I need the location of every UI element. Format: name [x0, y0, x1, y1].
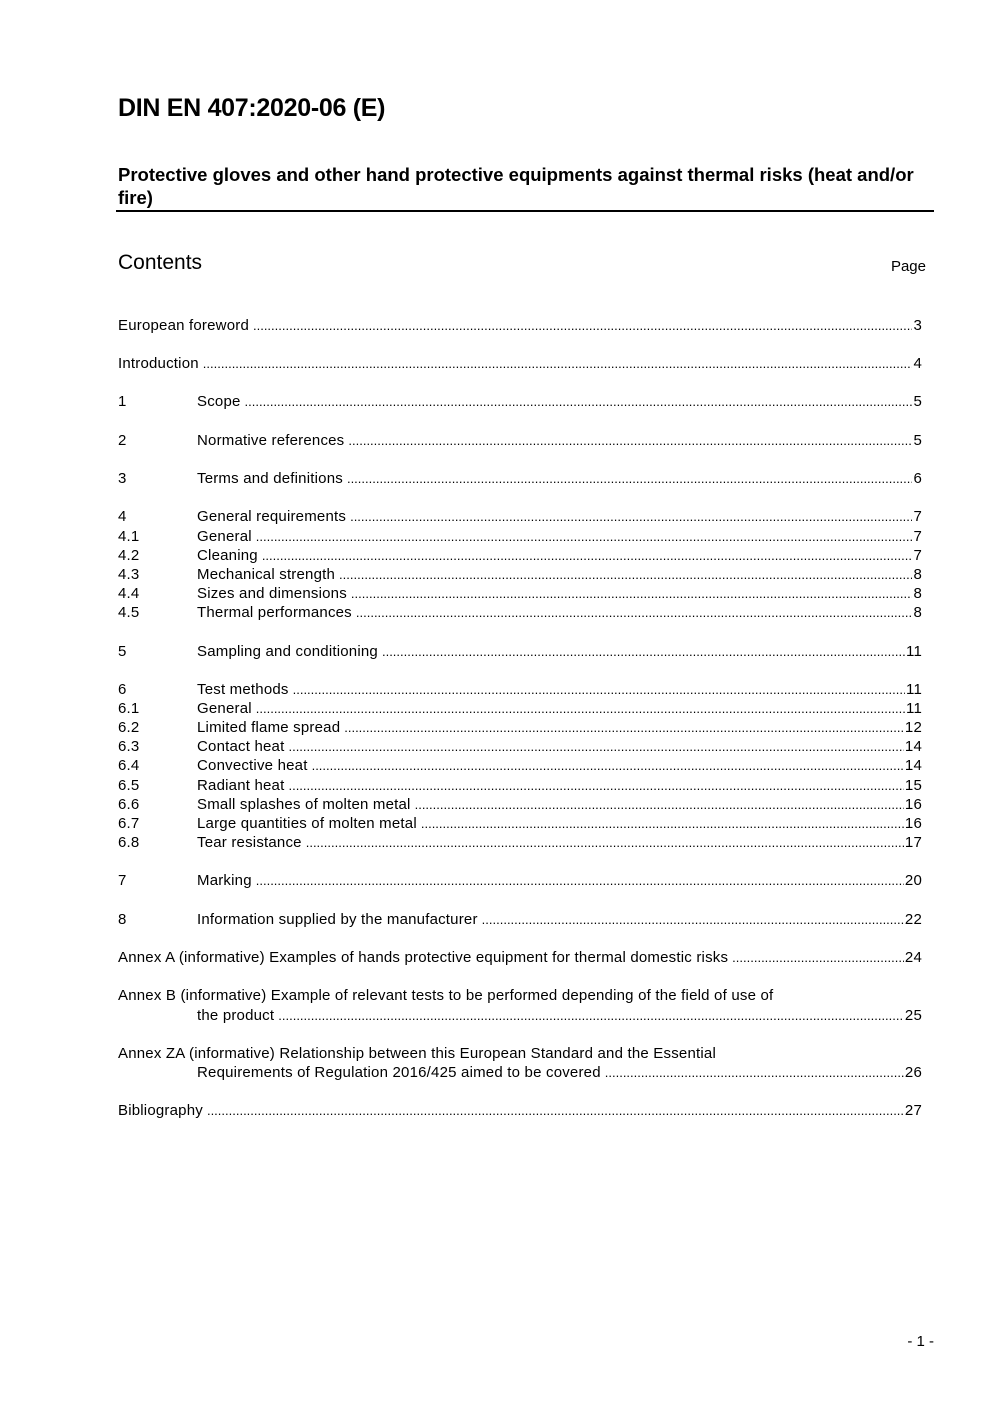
toc-entry-title: Scope: [197, 393, 241, 410]
toc-entry[interactable]: [118, 469, 922, 488]
toc-entry-title: Large quantities of molten metal: [197, 815, 417, 832]
toc-entry-page: 15: [904, 777, 922, 794]
toc-entry[interactable]: [118, 756, 922, 775]
toc-entry-title: Test methods: [197, 681, 289, 698]
toc-entry[interactable]: [118, 833, 922, 852]
toc-entry-page: 11: [906, 643, 922, 660]
toc-entry-title: Limited flame spread: [197, 719, 341, 736]
toc-entry-title: Information supplied by the manufacturer: [197, 911, 478, 928]
page-column-label: Page: [890, 258, 926, 275]
toc-entry-title: Annex A (informative) Examples of hands protective equipment for thermal domestic risks: [118, 949, 729, 966]
toc-entry-page: 7: [913, 528, 922, 545]
toc-entry[interactable]: [118, 699, 922, 718]
toc-entry[interactable]: [118, 546, 922, 565]
toc-entry-page: 11: [906, 700, 922, 717]
toc-entry[interactable]: [118, 718, 922, 737]
toc-entry-page: 25: [904, 1007, 922, 1024]
toc-entry[interactable]: [118, 871, 922, 890]
toc-entry-page: 3: [913, 317, 922, 334]
toc-entry-title-continued: Requirements of Regulation 2016/425 aimed to be covered: [197, 1064, 601, 1081]
toc-leader-dots: [262, 546, 913, 565]
toc-leader-dots: [288, 776, 903, 795]
toc-entry-title: Sampling and conditioning: [197, 643, 378, 660]
toc-entry-page: 4: [913, 355, 922, 372]
toc-entry[interactable]: [118, 316, 922, 335]
toc-entry-number: 4: [118, 508, 127, 525]
toc-entry[interactable]: [118, 603, 922, 622]
toc-entry-number: 7: [118, 872, 127, 889]
toc-entry-page: 7: [913, 547, 922, 564]
toc-entry-number: 6: [118, 681, 127, 698]
toc-entry-page: 7: [913, 508, 922, 525]
toc-leader-dots: [245, 392, 913, 411]
toc-entry-page: 8: [913, 585, 922, 602]
toc-entry-page: 17: [904, 834, 922, 851]
toc-leader-dots: [306, 833, 904, 852]
toc-entry-page: 14: [904, 738, 922, 755]
toc-entry-title: Radiant heat: [197, 777, 285, 794]
toc-entry-page: 27: [904, 1102, 922, 1119]
toc-entry-title: General: [197, 528, 252, 545]
toc-leader-dots: [347, 469, 913, 488]
toc-leader-dots: [344, 718, 904, 737]
toc-entry-title[interactable]: Annex ZA (informative) Relationship between this European Standard and the Essential: [118, 1045, 716, 1062]
toc-leader-dots: [482, 910, 904, 929]
toc-entry-page: 11: [906, 681, 922, 698]
document-id: DIN EN 407:2020-06 (E): [118, 94, 386, 122]
toc-leader-dots: [312, 756, 904, 775]
toc-leader-dots: [605, 1063, 904, 1082]
toc-entry-number: 4.2: [118, 547, 140, 564]
toc-leader-dots: [348, 431, 912, 450]
toc-entry-page: 20: [904, 872, 922, 889]
toc-leader-dots: [356, 603, 913, 622]
toc-entry-title: Tear resistance: [197, 834, 302, 851]
toc-leader-dots: [278, 1006, 904, 1025]
toc-entry-title: Normative references: [197, 432, 345, 449]
toc-entry-title: Cleaning: [197, 547, 258, 564]
toc-entry-page: 5: [913, 432, 922, 449]
toc-leader-dots: [732, 948, 904, 967]
toc-entry-number: 3: [118, 470, 127, 487]
toc-entry-number: 4.5: [118, 604, 140, 621]
toc-entry[interactable]: [118, 910, 922, 929]
page-number: - 1 -: [907, 1333, 934, 1350]
toc-entry-title: Small splashes of molten metal: [197, 796, 411, 813]
contents-heading: Contents: [118, 251, 203, 274]
toc-entry-title-continued: the product: [197, 1007, 275, 1024]
toc-entry[interactable]: [118, 565, 922, 584]
toc-entry[interactable]: [118, 642, 922, 661]
toc-entry-title: General: [197, 700, 252, 717]
toc-entry[interactable]: [118, 776, 922, 795]
toc-entry-title: Mechanical strength: [197, 566, 336, 583]
toc-entry-number: 8: [118, 911, 127, 928]
toc-entry[interactable]: [118, 527, 922, 546]
toc-entry-page: 8: [913, 566, 922, 583]
document-title: Protective gloves and other hand protective equipments against thermal risks (heat and/or fire): [118, 164, 914, 208]
toc-entry-title: Introduction: [118, 355, 199, 372]
toc-entry-number: 6.1: [118, 700, 140, 717]
toc-entry-page: 16: [904, 815, 922, 832]
toc-entry[interactable]: [118, 507, 922, 526]
toc-entry[interactable]: [118, 795, 922, 814]
toc-leader-dots: [253, 316, 912, 335]
toc-leader-dots: [203, 354, 913, 373]
toc-leader-dots: [256, 699, 905, 718]
toc-entry-title: Convective heat: [197, 757, 308, 774]
toc-entry-title: European foreword: [118, 317, 249, 334]
toc-entry[interactable]: [118, 431, 922, 450]
toc-entry[interactable]: [118, 1101, 922, 1120]
toc-entry[interactable]: [197, 1063, 922, 1082]
toc-entry-number: 6.3: [118, 738, 140, 755]
toc-entry-title: Sizes and dimensions: [197, 585, 347, 602]
toc-entry-page: 16: [904, 796, 922, 813]
toc-entry[interactable]: [118, 737, 922, 756]
toc-entry-page: 14: [904, 757, 922, 774]
toc-entry-page: 22: [904, 911, 922, 928]
toc-entry-number: 6.2: [118, 719, 140, 736]
toc-entry-title[interactable]: Annex B (informative) Example of relevant tests to be performed depending of the field of use of: [118, 987, 774, 1004]
title-divider: [116, 210, 934, 212]
toc-entry-number: 2: [118, 432, 127, 449]
toc-entry-number: 6.6: [118, 796, 140, 813]
toc-entry-title: General requirements: [197, 508, 347, 525]
toc-entry-number: 4.4: [118, 585, 140, 602]
toc-leader-dots: [256, 527, 913, 546]
toc-entry[interactable]: [118, 814, 922, 833]
toc-entry-number: 6.5: [118, 777, 140, 794]
toc-entry-number: 6.7: [118, 815, 140, 832]
toc-entry-page: 6: [913, 470, 922, 487]
toc-leader-dots: [256, 871, 904, 890]
toc-entry-page: 26: [904, 1064, 922, 1081]
toc-entry[interactable]: [118, 354, 922, 373]
toc-entry-title: Contact heat: [197, 738, 285, 755]
toc-entry[interactable]: [118, 584, 922, 603]
toc-entry-title: Marking: [197, 872, 252, 889]
toc-entry-title: Thermal performances: [197, 604, 352, 621]
toc-entry-page: 8: [913, 604, 922, 621]
toc-leader-dots: [288, 737, 903, 756]
toc-leader-dots: [421, 814, 904, 833]
toc-leader-dots: [339, 565, 912, 584]
toc-entry-number: 1: [118, 393, 127, 410]
toc-leader-dots: [415, 795, 904, 814]
toc-entry-title: Bibliography: [118, 1102, 203, 1119]
toc-entry[interactable]: [118, 392, 922, 411]
toc-entry-number: 4.3: [118, 566, 140, 583]
toc-entry[interactable]: [197, 1006, 922, 1025]
toc-entry-number: 6.8: [118, 834, 140, 851]
toc-entry-number: 4.1: [118, 528, 140, 545]
toc-leader-dots: [207, 1101, 904, 1120]
toc-entry-title: Terms and definitions: [197, 470, 343, 487]
toc-entry-page: 5: [913, 393, 922, 410]
toc-entry-number: 6.4: [118, 757, 140, 774]
toc-entry-page: 12: [904, 719, 922, 736]
toc-entry-page: 24: [904, 949, 922, 966]
toc-leader-dots: [293, 680, 905, 699]
toc-entry-number: 5: [118, 643, 127, 660]
toc-leader-dots: [351, 584, 913, 603]
toc-leader-dots: [382, 642, 905, 661]
toc-entry[interactable]: [118, 680, 922, 699]
toc-leader-dots: [350, 507, 912, 526]
toc-entry[interactable]: [118, 948, 922, 967]
